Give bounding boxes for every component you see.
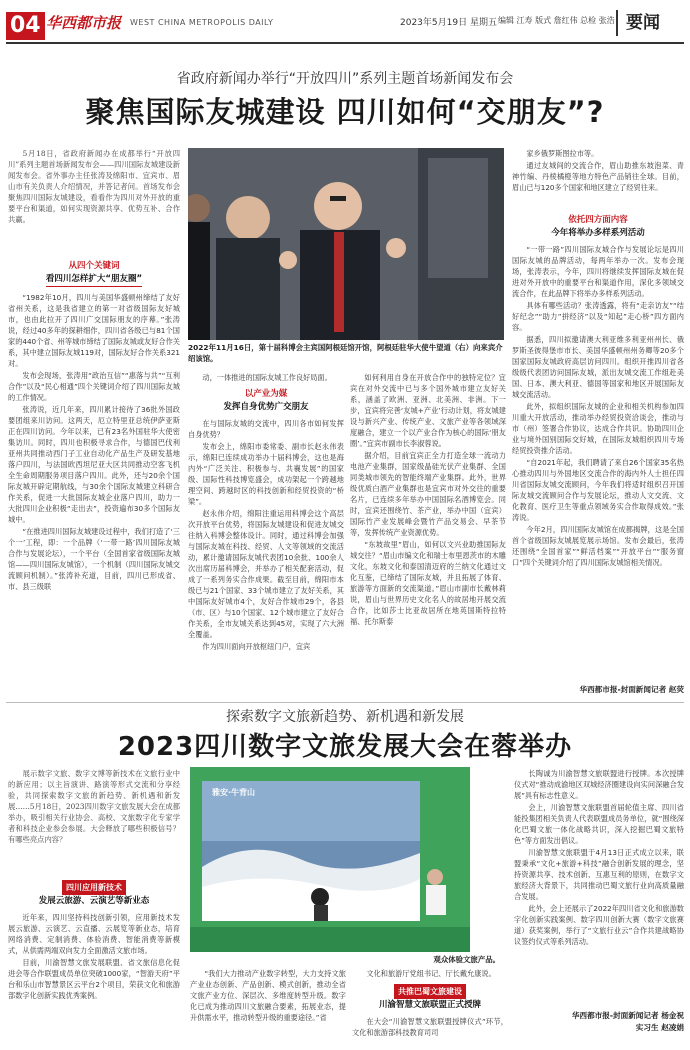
story2-subhead-2: 共推巴蜀文旅建设 川渝智慧文旅联盟正式授牌: [352, 984, 508, 1012]
story1-kicker: 省政府新闻办举行“开放四川”系列主题首场新闻发布会: [176, 71, 514, 87]
story1-photo-caption: 2022年11月16日，第十届科博会主宾国阿根廷馆开馆，阿根廷驻华大使牛望道（右）向来宾介绍该馆。: [188, 343, 503, 363]
story1-column-1: “1982年10月，四川与美国华盛顿州缔结了友好省州关系，这是我省建立的第一对省级国际友好城市，也由此拉开了四川广交国际朋友的序幕。”张涛说，经过40多年的探耕细作，四川省各级已与81个国家的440个省、州等城市缔结了国际友城或友好合作关系，其中建立国际友城119对，国际友好合作关系321对。 发布会现场，张涛用“政治互信”“惠落与共”“互利合作”以及“民心相通”四个关键词介绍了四川国际友城的工作情况。 张涛说，近几年来，四川累计接待了36批外国政要团组来川访问。这两天，厄立特里亚总统伊萨亚斯正在四川访问。今年以来，已有23名外国驻华大使密集访川。同时，四川也积极寻求合作，与德国巴伐利亚州共同推动西门子工业自动化产品生产及研发基地落户四川，与法国欧西坦尼亚大区共同推动空客飞机全生命周期服务项目落户四川。此外，还与20余个国际友城开辟定期航线，与30余个国际友城建立科研合作关系，促进一大批国际友城企业落户四川，助力一大批四川企业积极“走出去”，投资遍布30多个国际友城中。 “在推进四川国际友城建设过程中，我们打造了‘三个一’工程，即：一个品牌（‘一带一路’四川国际友城合作与发展论坛），一个平台（全国首家省级国际友城馆——四川国际友城馆），一个机制（四川国际友城交流顾问机制）。”张涛补充道，目前，四川已形成省、市、县三级联: [8, 293, 180, 591]
story2-byline-reporter: 华西都市报-封面新闻记者 杨金祝: [571, 1011, 684, 1020]
story2-column-3: 在大会“川渝智慧文旅联盟授牌仪式”环节，文化和旅游部科技教育司司: [352, 1017, 508, 1037]
section-label: 要闻: [616, 10, 686, 36]
story1-lead: 5月18日，省政府新闻办在成都举行“开放四川”系列主题首场新闻发布会——四川国际友城建设新闻发布会。省外事办主任张涛及绵阳市、宜宾市、眉山市有关负责人介绍情况，并答记者问。首场发布会聚焦四川国际友城建设，看看作为四川对外开放的重要平台和渠道，如何实现资源共享、优势互补、合作共赢。: [8, 149, 180, 224]
story1-column-2-top: 动，一体推进的国际友城工作良好局面。: [202, 373, 332, 382]
story1-subhead-1: 从四个关键词 看四川怎样扩大“朋友圈”: [8, 260, 180, 287]
story1-subhead-2: 以产业为媒 发挥自身优势广交朋友: [223, 389, 309, 412]
story2-column-2: “我们大力推动产业数字转型，大力支持文旅产业业态创新、产品创新、模式创新，推动全省文旅产业方位、深层次、多维度转型升级。数字化已成为推动四川文旅融合要素，拓展业态，提升供需水平，推动转型升级的重要途径。”省: [190, 969, 346, 1022]
story2-column-1: 近年来，四川坚持科技创新引领，应用新技术发展云旅游、云演艺、云直播、云展览等新业态，培育网络消费、定制消费、体验消费、智能消费等新模式，从供需两端双向发力全面激活文旅市场。 目前，川渝智慧文旅发展联盟、省文旅信息化促进会等合作联盟成员单位突破1000家，“智游天府”平台和乐山市智慧景区云平台2个项目，荣获文化和旅游部数字化创新实践优秀案例。: [8, 913, 180, 1000]
story2-subhead-1: 四川应用新技术 发展云旅游、云演艺等新业态: [8, 880, 180, 908]
story2-photo-caption: 观众体验文旅产品。: [433, 955, 500, 964]
newspaper-name-en: WEST CHINA METROPOLIS DAILY: [130, 18, 274, 27]
story1-column-4: “一带一路”四川国际友城合作与发展论坛是四川国际友城的品牌活动，每两年举办一次。发布会现场，张涛表示，今年，四川将继续发挥国际友城在促进对外开放中的重要平台和渠道作用，深化多领域交流合作，在此品牌下将举办多样系列活动。 具体有哪些活动？张涛透露，将有“走亲访友”“结好纪念”“助力”拼经济”以及“知起”走心桥”四方面内容。 据悉，四川拟邀请澳大利亚维多利亚州州长、俄罗斯圣彼得堡市市长、美国华盛顿州州务卿等20多个国家国际友城政府高层访问四川。组织开推四川省各级级代表团访问国际友城，派出友城交流工作组赴美国、日本、澳大利亚、德国等国家和地区开展国际友城交流活动。 此外，拟组织国际友城的企业和相关机构参加四川重大开放活动，推动举办经贸投资洽谈会，推动与市（州）签署合作协议，达成合作共识。协助四川企业与境外国别国际交好城，在国际友城组织四川专场经贸投资推介活动。 “自2021年起，我们聘请了来自26个国家35名热心推动四川与外国地区交流合作的海内外人士担任四川省国际友城交流顾问，今年我们将适时组织召开国际友城交流顾问合作与发展论坛，推动人文交流、文化教育、医疗卫生等重点领域务实合作取得成效。”张涛说。 今年2月，四川国际友城馆在成都揭牌，这是全国首个省级国际友城展览展示场馆。发布会最后，张涛还围绕“全国首家”“鲜活档案”“开放平台”“服务窗口”四个关键词介绍了四川国际友城馆相关情况。: [512, 245, 684, 567]
page-number: 04: [6, 12, 45, 40]
story2-byline-intern: 实习生 赵凌娟: [635, 1023, 684, 1032]
story1-column-3: 如何利用自身在开放合作中的独特定位？宜宾在对外交流中已与多个国外城市建立友好关系，涵盖了欧洲、亚洲、北美洲、非洲。下一步，宜宾将完善‘友城+产业’行动计划，将友城建设与新兴产业、传统产业、文旅产业等各领域深度融合，建立一个以产业合作为核心的国际‘朋友圈’。”宜宾市副市长李淑蓉说。 据介绍，目前宜宾正全力打造全球一流动力电池产业集群，国家级晶硅光伏产业集群、全国同类城市领先的智能终端产业集群。此外，世界级优质白酒产业集群也是宜宾市对外交往的重要名片，已连续多年举办中国国际名酒博览会。同时，宜宾还围绕竹、茶产业，举办中国（宜宾）国际竹产业发展峰会暨竹产品交易会、早茶节等，发挥传统产业资源优势。 “东坡故里”眉山，如何以文兴业助推国际友城交往？“眉山市编文化和瑞士布里恩茨市的木雕文化，东坡文化和泰国清迈府的兰纳文化通过文化互鉴，已缔结了国际友城，并且拓展了体育、旅游等方面新的交流渠道。”眉山市副市长戴林莉说，眉山与世界历史文化名人的故居地开展交流合作，比如莎士比亚故居所在地英国斯特拉特福、托尔斯泰: [350, 373, 506, 626]
photo2-sign-text: 雅安·牛背山: [212, 788, 256, 797]
story2-lead: 展示数字文旅、数字文博等新技术在文旅行业中的新应用；以主旨演讲、路演等形式交流和分享经验，共同探索数字文旅的新趋势、新机遇和新发展……5月18日，2023四川数字文旅发展大会在成都举办，吸引相关行业协会、高校、文旅数字化专家学者和科技企业参会参展。大会释放了哪些积极信号？有哪些亮点内容？: [8, 769, 180, 844]
story1-headline: 聚焦国际友城建设 四川如何“交朋友”?: [85, 95, 605, 129]
story1-photo: [188, 148, 504, 340]
photo-illustration: [188, 148, 504, 340]
story2-headline: 2023四川数字文旅发展大会在蓉举办: [117, 732, 573, 762]
story-divider: [6, 702, 684, 703]
story2-kicker: 探索数字文旅新趋势、新机遇和新发展: [226, 709, 464, 725]
story2-column-3-top: 文化和旅游厅党组书记、厅长戴允康说。: [366, 969, 496, 978]
header-rule: [6, 42, 684, 44]
story1-byline: 华西都市报-封面新闻记者 赵荧: [579, 685, 684, 694]
story1-column-4-top: 家乡俄罗斯图拉市等。 通过友城间的交流合作，眉山助推东坡泡菜、青神竹编、丹棱橘橙等地方特色产品销往全球。目前，眉山已与120多个国家和地区建立了经贸往来。: [512, 149, 684, 192]
issue-date: 2023年5月19日 星期五: [400, 18, 497, 28]
story1-column-2: 在与国际友城的交流中，四川各市如何发挥自身优势？ 发布会上，绵阳市委常委、副市长赵永伟表示，绵阳已连续成功举办十届科博会，这也是海内外“广泛关注、积极参与、共襄发展”的国家级、国际性科技博览盛会，成功架起一个跨越地理空间、跨越时区的科技创新和经贸投资的“桥梁”。 赵永伟介绍，绵阳注重运用科博会这个高层次开放平台优势，将国际友城建设和促进友城交往纳入科博会整体设计。同时，通过科博会加强与国际友城在科技、经贸、人文等领域的交流活动，累计邀请国际友城代表团10余批、100余人次出席历届科博会，并举办了相关配套活动，促成了一系列务实合作成果。截至目前，绵阳市本级已与21个国家、33个城市建立了友好关系，其中国际友好城市4个，友好合作城市29个，各县（市、区）与10个国家、12个城市建立了友好合作关系，全市友城关系达到45对，实现了六大洲全覆盖。 作为四川面向开放枢纽门户，宜宾: [188, 419, 344, 651]
editor-credits: 编辑 江寿 版式 詹红伟 总检 张浩: [498, 16, 615, 25]
story2-photo: [190, 767, 470, 952]
story2-column-4: 长陶诚为川渝智慧文旅联盟进行授牌。本次授牌仪式对“推动成渝地区双城经济圈建设向实问深融合发展”具有标志性意义。 会上，川渝智慧文旅联盟首届轮值主席、四川省能投集团相关负责人代表联盟成员务单位，就“围绕深化巴蜀文旅一体化战略共识，深入挖掘巴蜀文旅特色”等方面发出倡议。 川渝智慧文旅联盟于4月13日正式成立以来，联盟秉承“文化+旅游+科技”融合创新发展的理念，坚持资源共享、技术创新、互惠互利的原则，在数字文旅经济大背景下，共同推动巴蜀文旅行业向高质量融合发展。 此外，会上还展示了2022年四川省文化和旅游数字化创新实践案例、数字四川创新大赛（数字文旅赛道）获奖案例，举行了“文旅行业云”合作共建战略协议签约仪式等系列活动。: [514, 769, 684, 946]
story1-subhead-3: 依托四方面内容 今年将举办多样系列活动: [551, 215, 645, 238]
newspaper-logo: 华西都市报: [46, 14, 122, 32]
